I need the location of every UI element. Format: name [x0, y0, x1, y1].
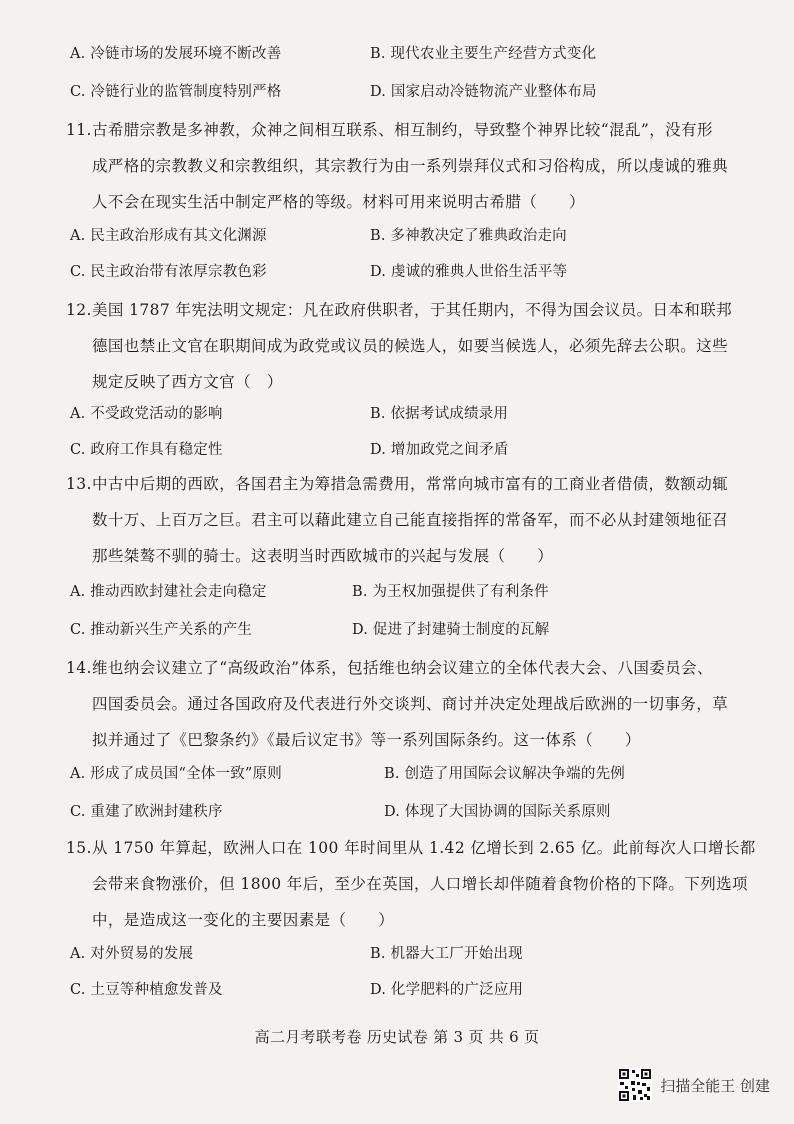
page-footer: 高二月考联考卷 历史试卷 第 3 页 共 6 页 — [254, 1028, 540, 1046]
q11-option-d: D. 虔诚的雅典人世俗生活平等 — [370, 264, 568, 280]
q12-option-c: C. 政府工作具有稳定性 — [70, 442, 223, 458]
q13-option-b: B. 为王权加强提供了有利条件 — [352, 584, 549, 600]
q11-line-2: 成严格的宗教教义和宗教组织，其宗教行为由一系列崇拜仪式和习俗构成，所以虔诚的雅典 — [92, 157, 729, 175]
q11-stem — [66, 112, 732, 220]
q15-line-2: 会带来食物涨价，但 1800 年后，至少在英国，人口增长却伴随着食物价格的下降。下列选项 — [92, 875, 748, 893]
q14-line-3: 拟并通过了《巴黎条约》《最后议定书》等一系列国际条约。这一体系（ ） — [92, 731, 641, 749]
q12-line-3: 规定反映了西方文官（ ） — [92, 373, 283, 391]
q12-option-d: D. 增加政党之间矛盾 — [370, 442, 509, 458]
q14-option-b: B. 创造了用国际会议解决争端的先例 — [384, 766, 625, 782]
q11-line-1: 古希腊宗教是多神教，众神之间相互联系、相互制约，导致整个神界比较“混乱”，没有形 — [92, 121, 713, 139]
q13-option-d: D. 促进了封建骑士制度的瓦解 — [352, 622, 550, 638]
q13-line-3: 那些桀骜不驯的骑士。这表明当时西欧城市的兴起与发展（ ） — [92, 547, 554, 565]
q12-line-1: 美国 1787 年宪法明文规定：凡在政府供职者，于其任期内，不得为国会议员。日本和联邦 — [92, 301, 733, 319]
q15-line-3: 中，是造成这一变化的主要因素是（ ） — [92, 911, 395, 929]
q12-option-b: B. 依据考试成绩录用 — [370, 406, 509, 422]
q11-line-3: 人不会在现实生活中制定严格的等级。材料可用来说明古希腊（ ） — [92, 193, 585, 211]
q10-option-d: D. 国家启动冷链物流产业整体布局 — [370, 84, 597, 100]
q11-option-c: C. 民主政治带有浓厚宗教色彩 — [70, 264, 267, 280]
q12-option-a: A. 不受政党活动的影响 — [70, 406, 223, 422]
q15-option-b: B. 机器大工厂开始出现 — [370, 946, 523, 962]
q15-option-c: C. 土豆等种植愈发普及 — [70, 982, 223, 998]
q14-option-a: A. 形成了成员国“全体一致”原则 — [70, 766, 282, 782]
qr-code-icon — [618, 1068, 652, 1102]
scanner-watermark — [618, 1068, 770, 1102]
q10-option-a: A. 冷链市场的发展环境不断改善 — [70, 46, 282, 62]
q11-option-a: A. 民主政治形成有其文化渊源 — [70, 228, 267, 244]
q12-stem — [66, 292, 733, 400]
q13-number: 13. — [66, 475, 92, 493]
q14-option-d: D. 体现了大国协调的国际关系原则 — [384, 804, 611, 820]
q15-option-a: A. 对外贸易的发展 — [70, 946, 194, 962]
q15-option-d: D. 化学肥料的广泛应用 — [370, 982, 524, 998]
q14-stem — [66, 650, 732, 758]
q13-stem — [66, 466, 732, 574]
q14-option-c: C. 重建了欧洲封建秩序 — [70, 804, 223, 820]
q10-option-c: C. 冷链行业的监管制度特别严格 — [70, 84, 282, 100]
q15-stem — [66, 830, 756, 938]
q15-line-1: 从 1750 年算起，欧洲人口在 100 年时间里从 1.42 亿增长到 2.65 亿。此前每次人口增长都 — [92, 839, 756, 857]
q11-number: 11. — [66, 121, 92, 139]
q14-number: 14. — [66, 659, 92, 677]
q10-option-b: B. 现代农业主要生产经营方式变化 — [370, 46, 597, 62]
q13-option-c: C. 推动新兴生产关系的产生 — [70, 622, 253, 638]
q11-option-b: B. 多神教决定了雅典政治走向 — [370, 228, 567, 244]
q15-number: 15. — [66, 839, 92, 857]
q14-line-1: 维也纳会议建立了“高级政治”体系，包括维也纳会议建立的全体代表大会、八国委员会、 — [92, 659, 713, 677]
q14-line-2: 四国委员会。通过各国政府及代表进行外交谈判、商讨并决定处理战后欧洲的一切事务，草 — [92, 695, 729, 713]
q12-number: 12. — [66, 301, 92, 319]
q13-line-2: 数十万、上百万之巨。君主可以藉此建立自己能直接指挥的常备军，而不必从封建领地征召 — [92, 511, 729, 529]
q12-line-2: 德国也禁止文官在职期间成为政党或议员的候选人，如要当候选人，必须先辞去公职。这些 — [92, 337, 729, 355]
q13-option-a: A. 推动西欧封建社会走向稳定 — [70, 584, 267, 600]
q13-line-1: 中古中后期的西欧，各国君主为筹措急需费用，常常向城市富有的工商业者借债，数额动辄 — [92, 475, 729, 493]
watermark-text: 扫描全能王 创建 — [660, 1076, 770, 1095]
